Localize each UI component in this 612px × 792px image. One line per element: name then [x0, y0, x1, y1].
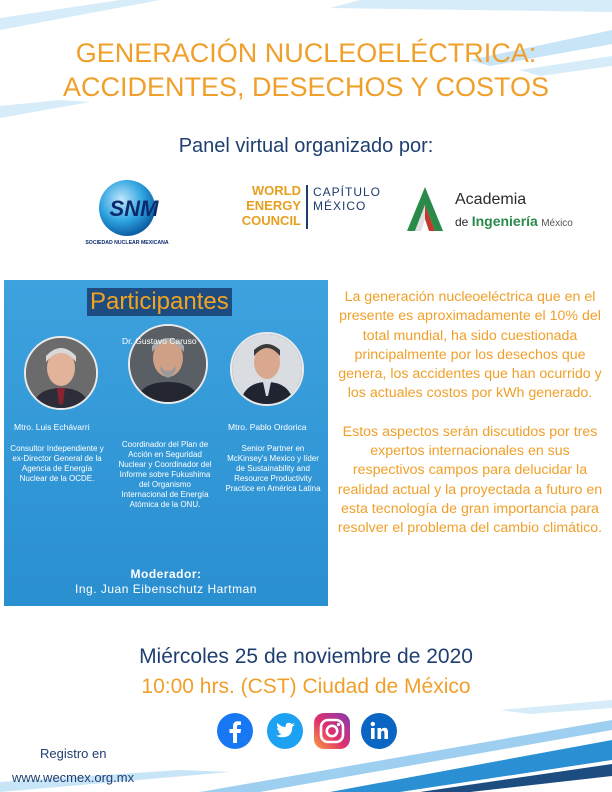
- participants-panel: [4, 280, 328, 606]
- snm-logo: [82, 178, 182, 248]
- participants-heading: Participantes: [87, 288, 232, 316]
- participant-desc-2: Coordinador del Plan de Acción en Seguridad Nuclear y Coordinador del Informe sobre Fukushima del Organismo Internacional de Energía Atómica de la ONU.: [118, 440, 212, 509]
- event-date: Miércoles 25 de noviembre de 2020: [139, 645, 473, 668]
- academia-line-2: [455, 213, 573, 229]
- registration-url-link[interactable]: www.wecmex.org.mx: [12, 770, 135, 785]
- wec-chapter-1: CAPÍTULO: [313, 185, 382, 199]
- wec-chapter-2: MÉXICO: [313, 199, 367, 213]
- participant-name-2: Dr. Gustavo Caruso: [122, 336, 197, 346]
- registration-label: Registro en: [40, 746, 107, 761]
- linkedin-icon[interactable]: [360, 712, 398, 750]
- wec-chapter: [313, 185, 381, 213]
- title-line-2: ACCIDENTES, DESECHOS Y COSTOS: [62, 72, 550, 102]
- academia-emblem-icon: [403, 185, 447, 237]
- participant-name-1: Mtro. Luis Echávarri: [14, 422, 90, 432]
- wec-logo: [237, 183, 382, 235]
- twitter-icon[interactable]: [266, 712, 304, 750]
- participant-desc-3: Senior Partner en McKinsey's Mexico y líder de Sustainability and Resource Productivity Practice en América Latina: [225, 444, 321, 493]
- event-title: [0, 36, 612, 104]
- participant-desc-1: Consultor Independiente y ex-Director General de la Agencia de Energía Nuclear de la OCDE.: [10, 444, 104, 483]
- description-paragraph-1: La generación nucleoeléctrica que en el presente es aproximadamente el 10% del total mundial, ha sido cuestionada principalmente por los desechos que genera, los accidentes que han ocurrido y los actuales costos por kWh generado.: [338, 289, 602, 402]
- registration-info: [12, 742, 135, 790]
- academia-ingenieria: Ingeniería: [471, 213, 538, 229]
- wec-wordmark: [237, 183, 301, 228]
- academia-de: de: [455, 215, 469, 229]
- organized-by-heading: Panel virtual organizado por:: [178, 135, 434, 157]
- wec-line-1: WORLD: [251, 183, 301, 198]
- title-line-1: GENERACIÓN NUCLEOELÉCTRICA:: [75, 38, 537, 68]
- moderator-label: Moderador:: [130, 567, 202, 581]
- event-description: [334, 288, 606, 558]
- snm-mark: SNM: [109, 196, 159, 221]
- event-time: 10:00 hrs. (CST) Ciudad de México: [141, 675, 471, 698]
- academia-mexico: México: [541, 218, 573, 229]
- participant-name-3: Mtro. Pablo Ordorica: [228, 422, 307, 432]
- wec-line-2: ENERGY: [246, 198, 301, 213]
- wec-divider: [306, 185, 308, 229]
- academia-logo: [403, 183, 583, 243]
- facebook-icon[interactable]: [216, 712, 254, 750]
- moderator-name: Ing. Juan Eibenschutz Hartman: [75, 582, 257, 596]
- description-paragraph-2: Estos aspectos serán discutidos por tres expertos internacionales en sus respectivos campos para delucidar la realidad actual y la proyectada a futuro en esta tecnología de gran importancia para resolver el problema del cambio climático.: [337, 423, 603, 537]
- instagram-icon[interactable]: [313, 712, 351, 750]
- academia-line-1: Academia: [455, 191, 527, 208]
- participant-photo-echavarri: [24, 336, 98, 410]
- participant-photo-ordorica: [230, 332, 304, 406]
- wec-line-3: COUNCIL: [241, 213, 301, 228]
- snm-caption: SOCIEDAD NUCLEAR MEXICANA: [85, 240, 169, 246]
